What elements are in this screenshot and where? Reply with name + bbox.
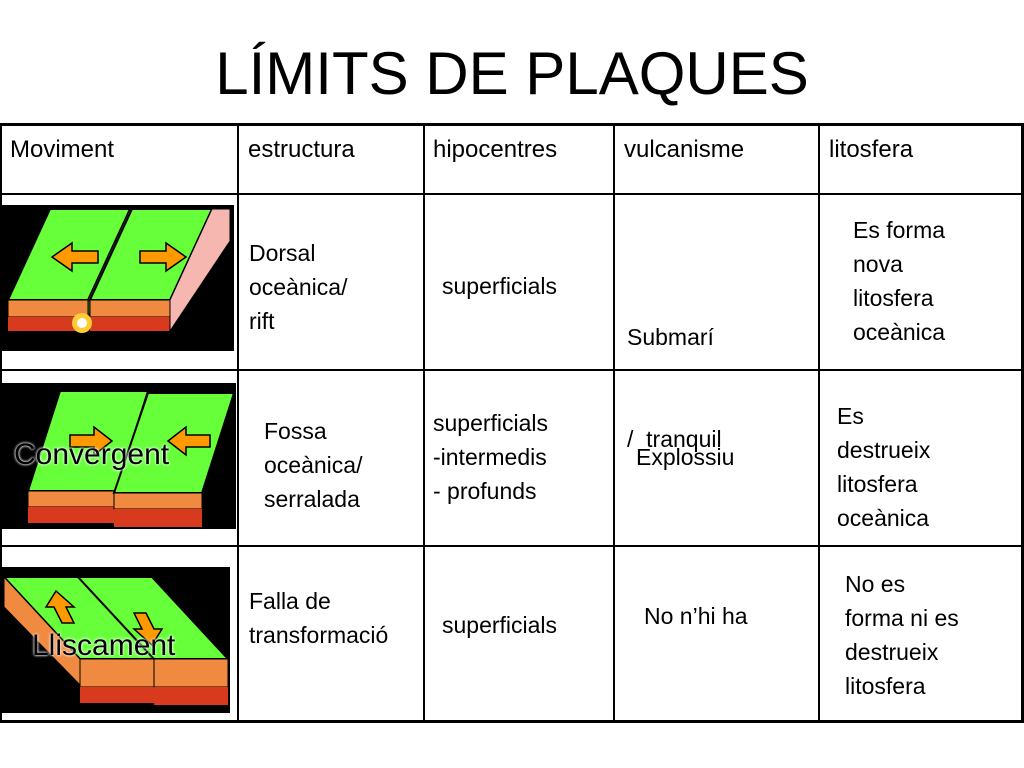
header-moviment: Moviment <box>10 136 115 163</box>
cell-line: superficials <box>442 612 558 638</box>
cell-line: litosfera <box>845 673 926 699</box>
cell-line: Es forma <box>853 217 946 243</box>
table-border-bottom <box>0 720 1024 723</box>
cell-estructura-2 <box>264 414 362 516</box>
cell-line: forma ni es <box>845 605 959 631</box>
cell-line: Submarí <box>627 324 714 350</box>
cell-litosfera-1 <box>853 213 945 349</box>
cell-line: -intermedis <box>433 444 547 470</box>
cell-vulcanisme-2 <box>636 440 734 474</box>
divergent-plates-diagram <box>2 205 234 351</box>
row-divider <box>0 193 1024 195</box>
cell-vulcanisme-1 <box>627 252 722 524</box>
cell-line: rift <box>249 308 275 334</box>
cell-line: oceànica/ <box>264 452 363 478</box>
cell-line: oceànica <box>837 505 930 531</box>
cell-line: litosfera <box>853 285 934 311</box>
header-litosfera: litosfera <box>829 136 914 163</box>
header-estructura: estructura <box>248 136 355 163</box>
col-divider <box>818 123 820 723</box>
header-vulcanisme: vulcanisme <box>624 136 745 163</box>
page-title: LÍMITS DE PLAQUES <box>215 40 809 107</box>
cell-line: No es <box>845 571 906 597</box>
cell-line: superficials <box>442 273 558 299</box>
plate-boundaries-table <box>0 123 1024 723</box>
cell-line: Fossa <box>264 418 327 444</box>
cell-line: serralada <box>264 486 360 512</box>
cell-line: litosfera <box>837 471 918 497</box>
cell-line: transformació <box>249 622 389 648</box>
cell-estructura-3 <box>249 584 388 652</box>
cell-line: superficials <box>433 410 549 436</box>
cell-vulcanisme-3 <box>644 599 748 633</box>
cell-line: / tranquil <box>627 426 722 452</box>
cell-litosfera-3 <box>845 567 959 703</box>
cell-line: nova <box>853 251 903 277</box>
cell-estructura-1 <box>249 236 347 338</box>
table-border-top <box>0 123 1024 126</box>
row-divider <box>0 545 1024 547</box>
cell-litosfera-2 <box>837 399 930 535</box>
cell-line: oceànica/ <box>249 274 348 300</box>
diagram-label-convergent: Convergent <box>14 438 170 471</box>
cell-line: oceànica <box>853 319 946 345</box>
col-divider <box>613 123 615 723</box>
cell-line: - profunds <box>433 478 537 504</box>
cell-hipocentres-2 <box>433 406 548 508</box>
cell-hipocentres-1 <box>442 269 557 303</box>
cell-line: destrueix <box>837 437 931 463</box>
col-divider <box>423 123 425 723</box>
row-divider <box>0 369 1024 371</box>
col-divider <box>237 123 239 723</box>
cell-line: destrueix <box>845 639 939 665</box>
cell-line: Dorsal <box>249 240 316 266</box>
cell-line: No n’hi ha <box>644 603 748 629</box>
cell-hipocentres-3 <box>442 608 557 642</box>
cell-line: Es <box>837 403 864 429</box>
header-hipocentres: hipocentres <box>433 136 558 163</box>
cell-line: Explossiu <box>636 444 735 470</box>
diagram-label-lliscament: Lliscament <box>32 629 176 662</box>
cell-line: Falla de <box>249 588 331 614</box>
